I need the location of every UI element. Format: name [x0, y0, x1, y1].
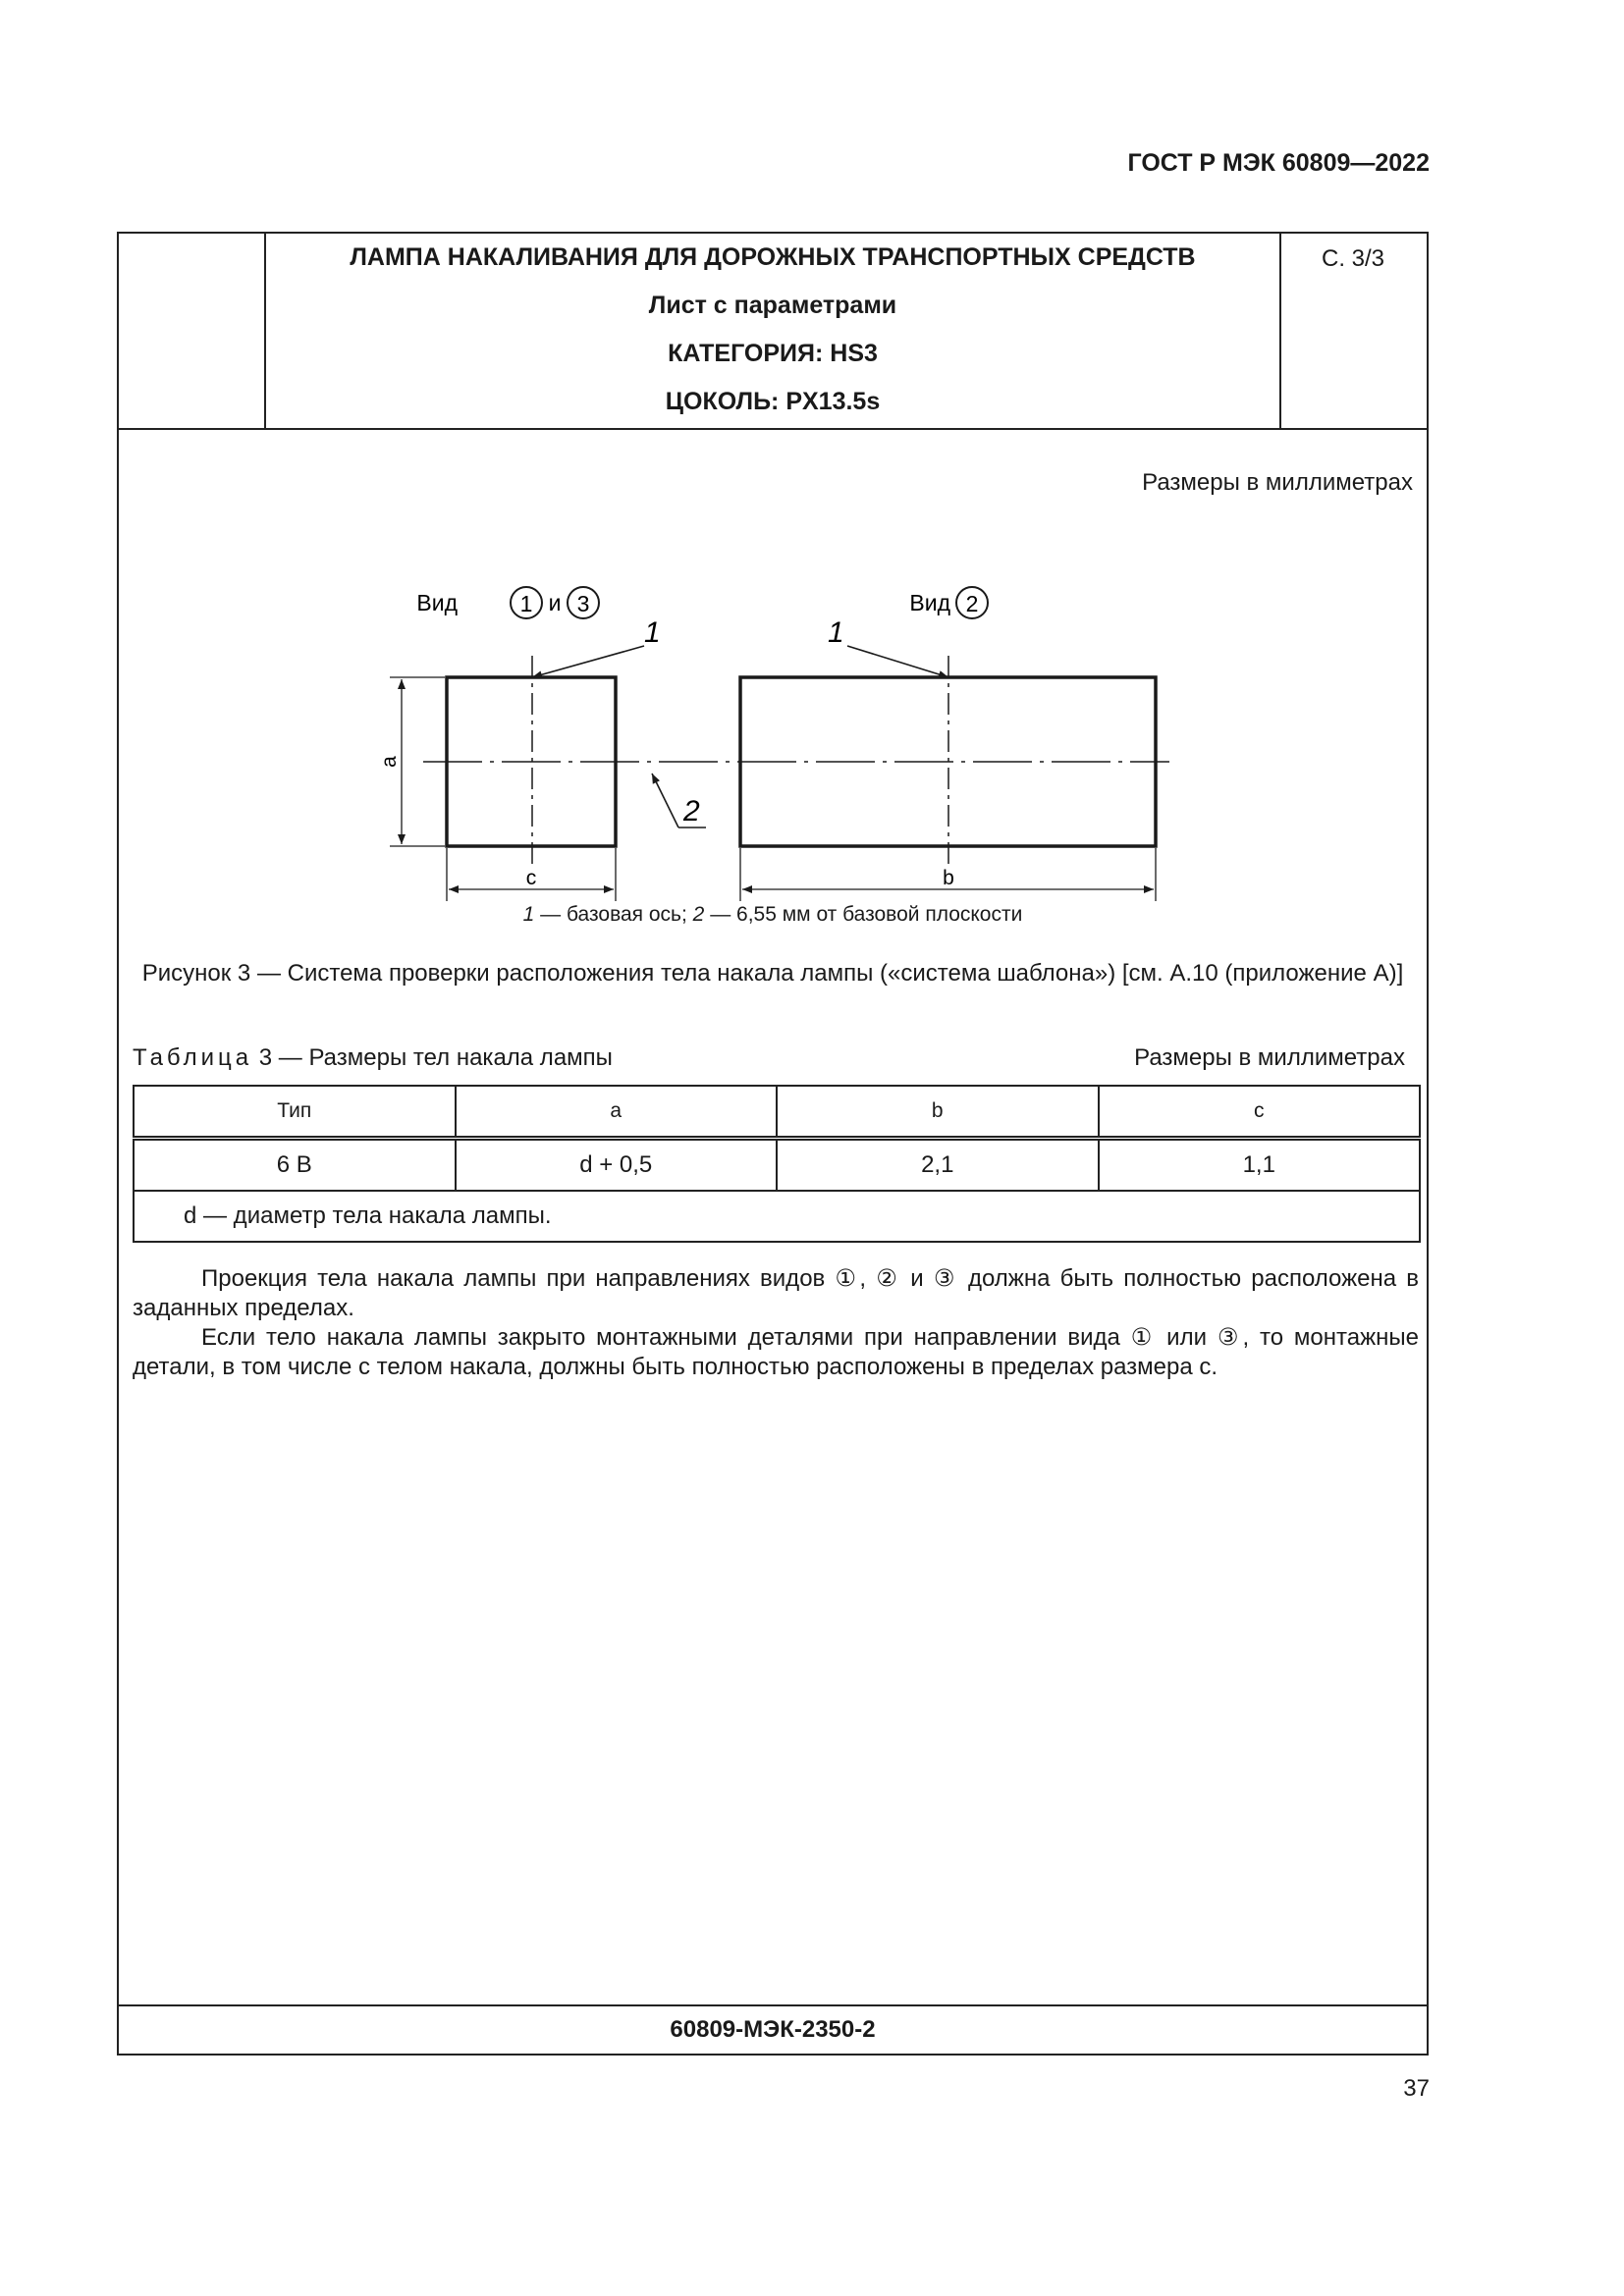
units-note: Размеры в миллиметрах [1142, 469, 1413, 496]
table-caption-word: Таблица [133, 1044, 253, 1071]
sheet-code-band: 60809-МЭК-2350-2 [119, 2004, 1427, 2054]
paragraph-mounting: Если тело накала лампы закрыто монтажными деталями при направлении вида ① или ③, то монтажные детали, в том числе с телом накала, должны быть полностью расположены в пределах размера c. [133, 1324, 1419, 1380]
header-c: c [1099, 1086, 1421, 1139]
header-type: Тип [134, 1086, 456, 1139]
dim-a-label: a [378, 756, 401, 768]
title-block-left-cell [119, 234, 266, 428]
figure-legend [119, 903, 1427, 927]
sheet-frame [117, 232, 1429, 2056]
leader-2-line [652, 774, 678, 828]
filament-template-drawing [119, 508, 1431, 960]
view-2-number: 2 [965, 591, 979, 616]
leader-1-left-label: 1 [644, 616, 661, 649]
standard-header: ГОСТ Р МЭК 60809—2022 [1127, 149, 1430, 177]
cell-c: 1,1 [1099, 1139, 1421, 1192]
header-b: b [777, 1086, 1099, 1139]
view-left-conj: и [548, 590, 562, 615]
paragraph-projection: Проекция тела накала лампы при направлениях видов ①, ② и ③ должна быть полностью расположена в заданных пределах. [133, 1265, 1419, 1321]
view-1-number: 1 [519, 591, 533, 616]
legend-num-1: 1 [522, 903, 535, 926]
body-text [133, 1264, 1419, 1382]
table-caption [133, 1044, 613, 1072]
header-a: a [456, 1086, 778, 1139]
table-caption-text: 3 — Размеры тел накала лампы [252, 1044, 613, 1071]
leader-1-left-line [532, 646, 644, 677]
page-number: 37 [1403, 2075, 1430, 2102]
cell-b: 2,1 [777, 1139, 1099, 1192]
sheet-page-label: С. 3/3 [1321, 245, 1385, 272]
legend-text-2: — 6,55 мм от базовой плоскости [704, 903, 1023, 926]
cell-a: d + 0,5 [456, 1139, 778, 1192]
view-3-number: 3 [576, 591, 590, 616]
title-line-cap: ЦОКОЛЬ: PX13.5s [665, 388, 881, 415]
table-note-row [134, 1191, 1420, 1242]
title-line-lamp: ЛАМПА НАКАЛИВАНИЯ ДЛЯ ДОРОЖНЫХ ТРАНСПОРТНЫХ СРЕДСТВ [350, 243, 1196, 271]
filament-dimensions-table [133, 1085, 1421, 1243]
leader-1-right-line [847, 646, 948, 677]
view-left-label: Вид [416, 590, 458, 615]
cell-type: 6 В [134, 1139, 456, 1192]
view-right-label: Вид [909, 590, 950, 615]
legend-num-2: 2 [692, 903, 705, 926]
table-header-row [134, 1086, 1420, 1139]
dim-c-label: c [525, 867, 537, 889]
leader-1-right-label: 1 [828, 616, 844, 649]
table-units-note: Размеры в миллиметрах [1134, 1044, 1405, 1071]
leader-2-label: 2 [683, 795, 700, 828]
title-block [119, 234, 1427, 430]
title-line-category: КАТЕГОРИЯ: HS3 [668, 340, 878, 367]
table-row [134, 1139, 1420, 1192]
table-note: d — диаметр тела накала лампы. [134, 1191, 1420, 1242]
legend-text-1: — базовая ось; [534, 903, 693, 926]
title-block-center [266, 234, 1279, 426]
title-line-sheet: Лист с параметрами [648, 292, 897, 319]
figure-caption: Рисунок 3 — Система проверки расположения тела накала лампы («система шаблона») [см. А.10 (приложение А)] [141, 960, 1404, 987]
dim-b-label: b [943, 867, 954, 889]
